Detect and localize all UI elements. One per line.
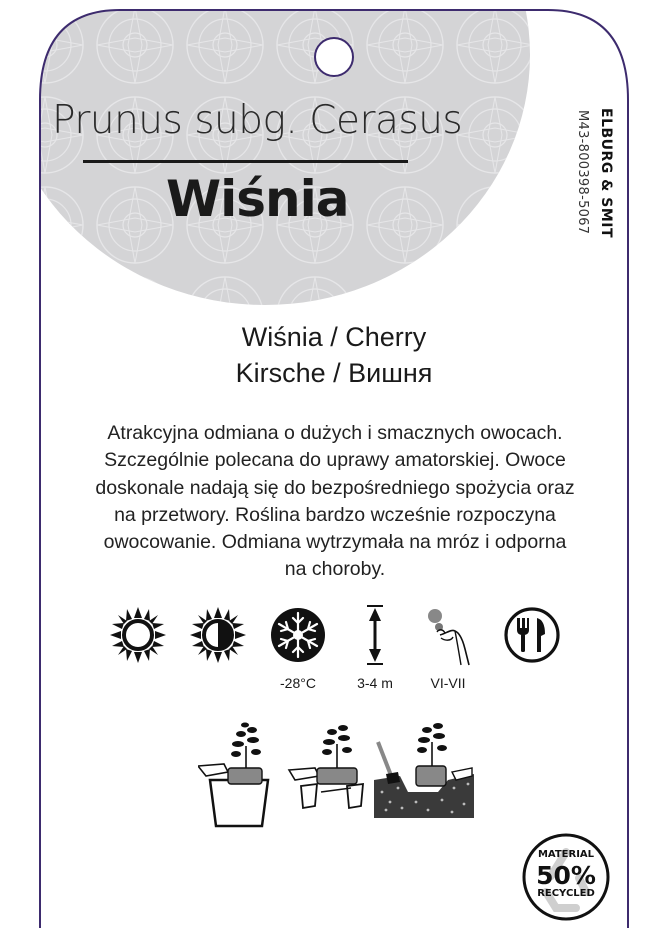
description-line: owocowanie. Odmiana wytrzymała na mróz i odporna <box>103 531 567 554</box>
description-line: na choroby. <box>284 558 386 581</box>
height-label: 3-4 m <box>357 675 393 691</box>
names-line-1: Wiśnia / Cherry <box>241 322 427 352</box>
description-line: Szczególnie polecana do uprawy amatorskiej. Owoce <box>104 449 566 472</box>
product-code: M43-800398-5067 <box>575 110 590 235</box>
names-line-2: Kirsche / Вишня <box>235 358 433 388</box>
recycled-badge <box>521 832 611 922</box>
description-line: Atrakcyjna odmiana o dużych i smacznych owocach. <box>107 422 563 444</box>
description-line: na przetwory. Roślina bardzo wcześnie rozpoczyna <box>114 503 556 526</box>
badge-percent-text: 50% <box>536 861 596 890</box>
loosen-roots-icon <box>287 722 373 814</box>
height-icon <box>360 603 390 667</box>
edible-icon <box>503 606 561 664</box>
latin-name: Prunus subg. Cerasus <box>52 98 463 143</box>
title-divider <box>83 160 408 163</box>
hang-hole <box>315 38 353 76</box>
frost-hardiness-icon <box>268 605 328 665</box>
half-shade-icon <box>188 605 248 665</box>
plant-description <box>70 420 600 584</box>
plant-from-pot-icon <box>198 722 278 830</box>
badge-material-text: MATERIAL <box>537 849 595 860</box>
description-line: doskonale nadają się do bezpośredniego spożycia oraz <box>95 476 575 499</box>
brand-name: ELBURG & SMIT <box>598 108 614 239</box>
full-sun-icon <box>108 605 168 665</box>
frost-label: -28°C <box>280 675 316 691</box>
plant-in-soil-icon <box>372 722 476 822</box>
harvest-label: VI-VII <box>430 675 466 691</box>
harvest-icon <box>425 605 475 667</box>
common-name: Wiśnia <box>166 170 349 228</box>
badge-recycled-text: RECYCLED <box>537 888 595 899</box>
